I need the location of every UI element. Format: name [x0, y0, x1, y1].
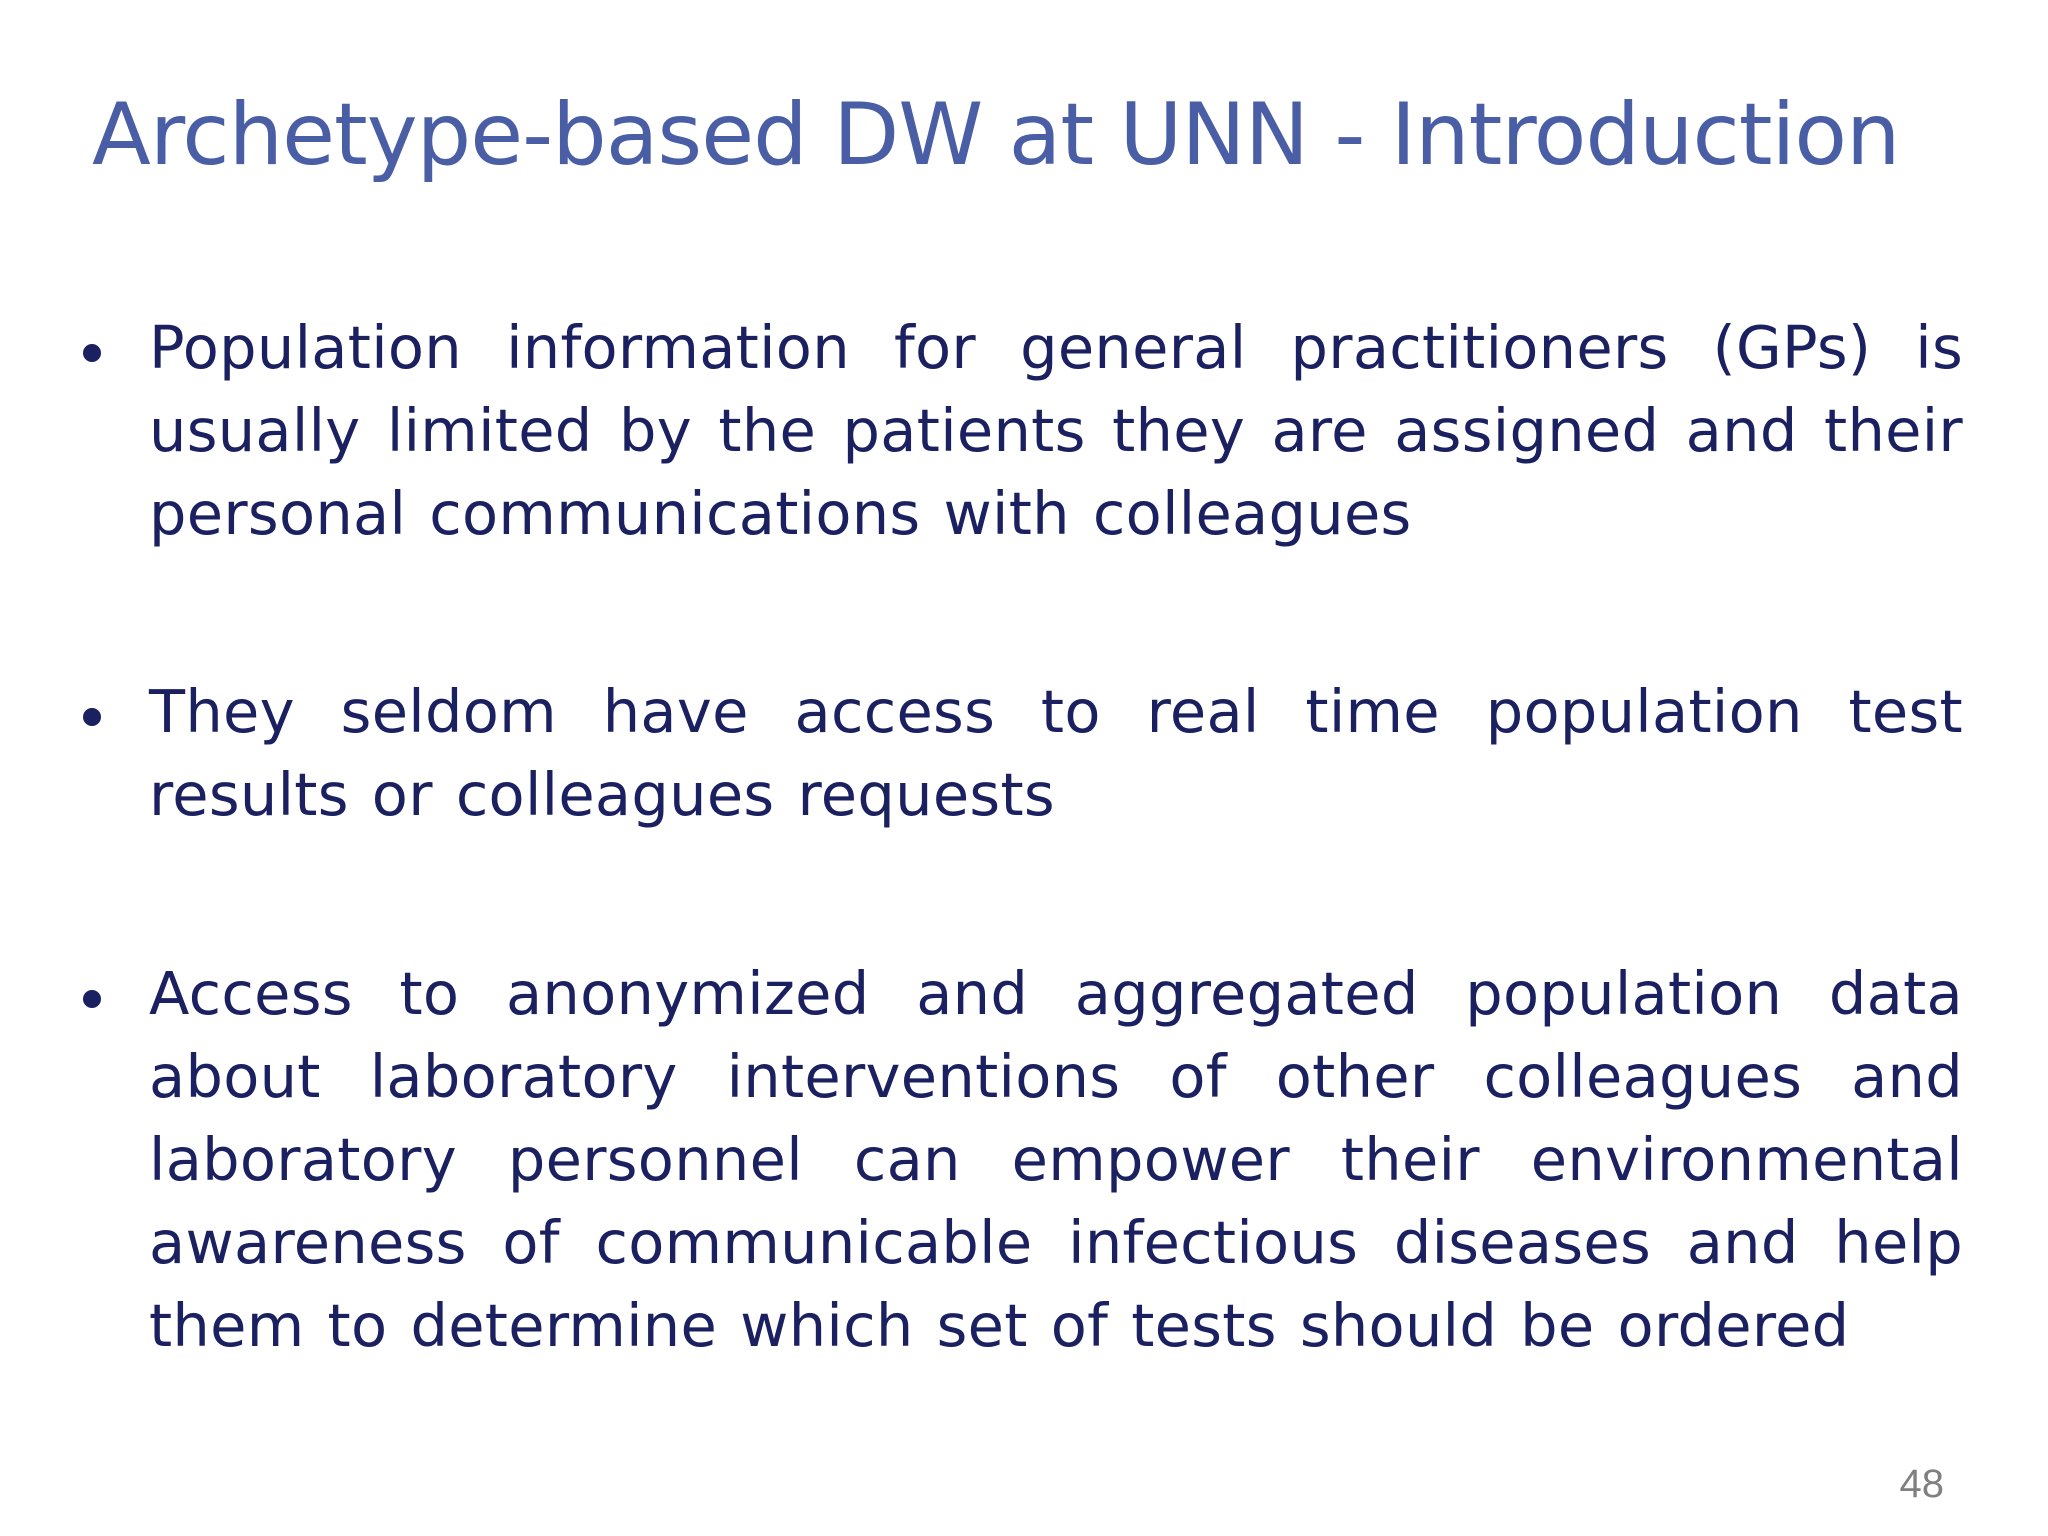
- bullet-text: Population information for general practitioners (GPs) is usually limited by the patients they are assigned and their personal communications with colleagues: [149, 313, 1963, 548]
- bullet-text: They seldom have access to real time population test results or colleagues requests: [149, 677, 1963, 829]
- bullet-text: Access to anonymized and aggregated population data about laboratory interventions of other colleagues and laboratory personnel can empower their environmental awareness of communicable infectious diseases and help them to determine which set of tests should be ordered: [149, 959, 1963, 1360]
- bullet-dot-icon: [83, 344, 101, 362]
- slide-title: Archetype-based DW at UNN - Introduction: [92, 85, 1900, 185]
- page-number: 48: [1899, 1462, 1944, 1506]
- bullet-dot-icon: [83, 990, 101, 1008]
- bullet-dot-icon: [83, 708, 101, 726]
